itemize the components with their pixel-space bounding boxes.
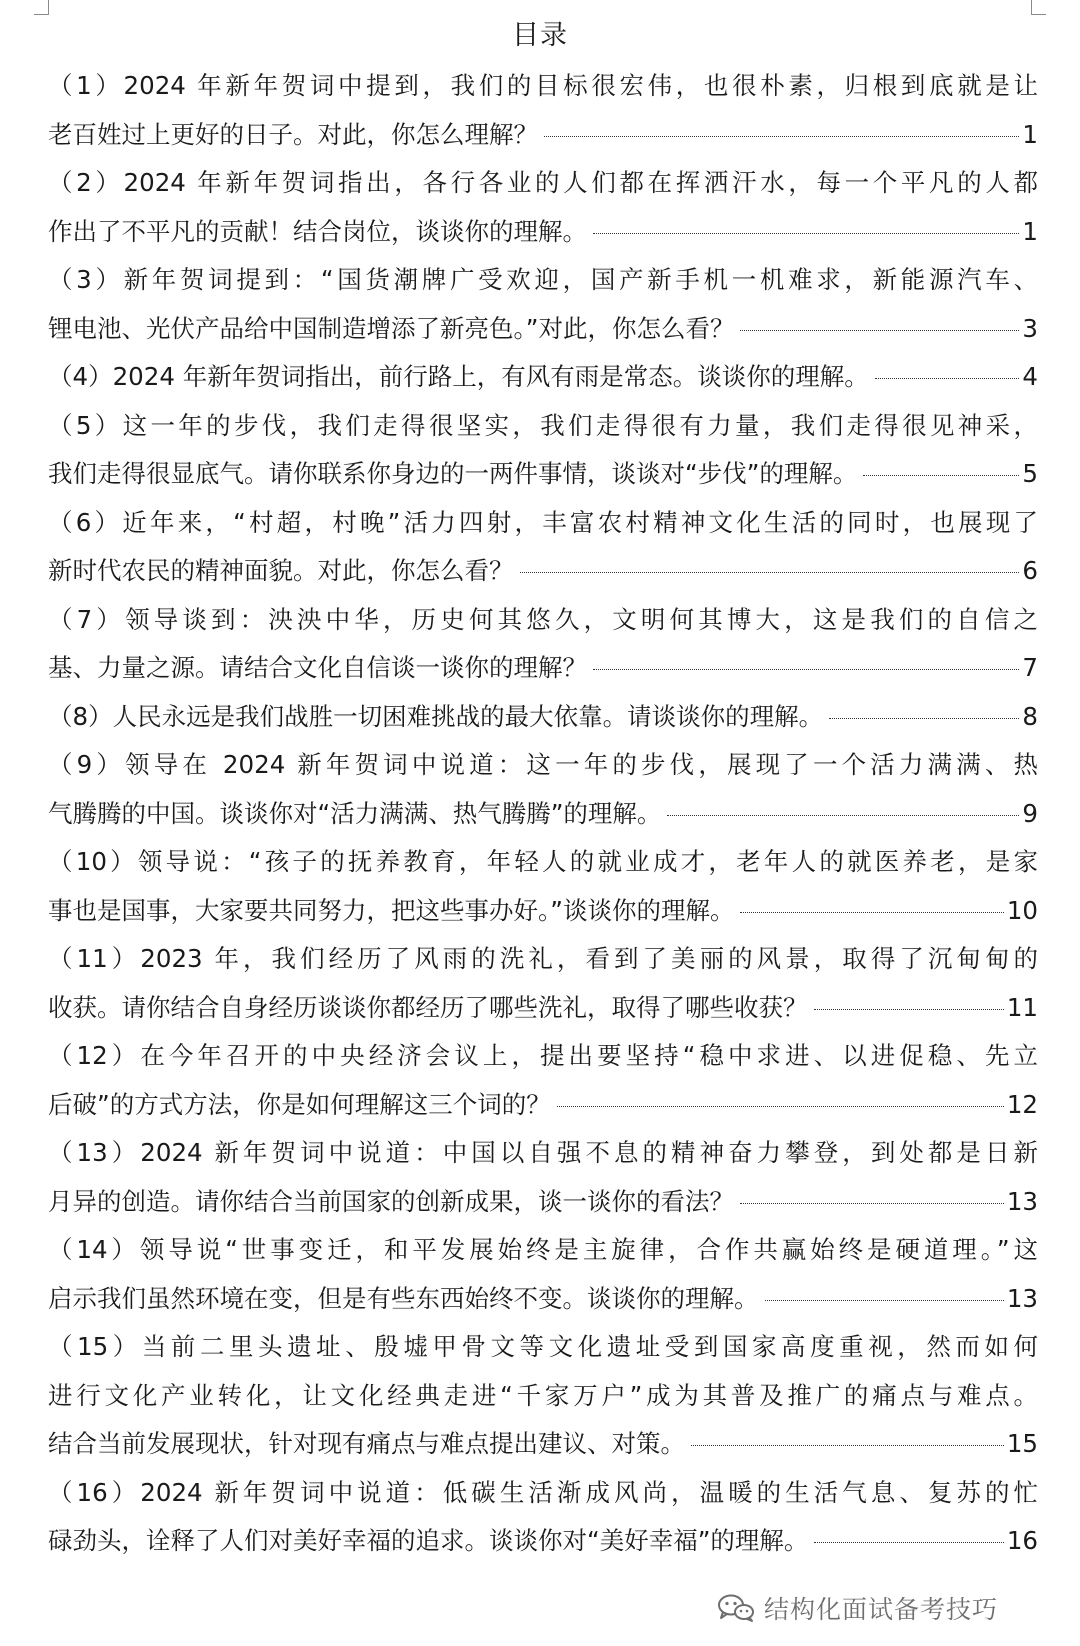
dotted-leader — [691, 1445, 1004, 1446]
toc-title: 目录 — [512, 20, 568, 51]
toc-entry-text: 老百姓过上更好的日子。对此，你怎么理解？ — [48, 119, 538, 149]
toc-entry-last-line — [48, 693, 1038, 742]
dotted-leader — [593, 669, 1019, 670]
toc-entry[interactable] — [48, 1469, 1038, 1566]
toc-entry[interactable] — [48, 353, 1038, 402]
toc-page-number: 5 — [1022, 459, 1038, 488]
toc-page-number: 6 — [1022, 556, 1038, 585]
toc-entry[interactable] — [48, 1129, 1038, 1226]
toc-page-number: 1 — [1022, 216, 1038, 246]
wechat-icon — [716, 1593, 756, 1623]
toc-entry-text: 结合当前发展现状，针对现有痛点与难点提出建议、对策。 — [48, 1429, 685, 1458]
toc-entry[interactable] — [48, 62, 1038, 159]
toc-entry[interactable] — [48, 1032, 1038, 1129]
toc-entry-text: 锂电池、光伏产品给中国制造增添了新亮色。”对此，你怎么看？ — [48, 313, 735, 343]
dotted-leader — [875, 378, 1020, 379]
toc-entry[interactable] — [48, 596, 1038, 693]
dotted-leader — [544, 136, 1019, 137]
toc-entry-text: 作出了不平凡的贡献！结合岗位，谈谈你的理解。 — [48, 216, 587, 246]
toc-page-number: 13 — [1006, 1186, 1038, 1216]
toc-page-number: 4 — [1022, 362, 1038, 391]
watermark — [716, 1590, 998, 1626]
toc-entry-last-line — [48, 1178, 1038, 1227]
dotted-leader — [814, 1009, 1004, 1010]
toc-page-number: 11 — [1006, 992, 1038, 1022]
table-of-contents — [48, 62, 1038, 1566]
toc-entry-text: （8）人民永远是我们战胜一切困难挑战的最大依靠。请谈谈你的理解。 — [48, 701, 824, 731]
toc-page-number: 8 — [1022, 701, 1038, 731]
toc-entry-line: （13）2024 新年贺词中说道：中国以自强不息的精神奋力攀登，到处都是日新 — [48, 1138, 1038, 1167]
toc-entry-last-line — [48, 450, 1038, 499]
toc-entry-line: （7）领导谈到：泱泱中华，历史何其悠久，文明何其博大，这是我们的自信之 — [48, 604, 1038, 634]
toc-entry-text: 新时代农民的精神面貌。对此，你怎么看？ — [48, 556, 514, 585]
toc-entry-text: 启示我们虽然环境在变，但是有些东西始终不变。谈谈你的理解。 — [48, 1283, 759, 1313]
toc-entry-line: （2）2024 年新年贺词指出，各行各业的人们都在挥洒汗水，每一个平凡的人都 — [48, 168, 1038, 197]
toc-entry[interactable] — [48, 935, 1038, 1032]
toc-entry-line: 进行文化产业转化，让文化经典走进“千家万户”成为其普及推广的痛点与难点。 — [48, 1380, 1038, 1410]
dotted-leader — [520, 572, 1020, 573]
dotted-leader — [557, 1106, 1004, 1107]
crop-mark-right — [1031, 0, 1046, 15]
toc-entry-text: （4）2024 年新年贺词指出，前行路上，有风有雨是常态。谈谈你的理解。 — [48, 362, 869, 391]
toc-entry-line: （16）2024 新年贺词中说道：低碳生活渐成风尚，温暖的生活气息、复苏的忙 — [48, 1477, 1038, 1507]
toc-entry[interactable] — [48, 1323, 1038, 1469]
dotted-leader — [814, 1542, 1003, 1543]
crop-mark-left — [34, 0, 49, 15]
toc-entry-text: 碌劲头，诠释了人们对美好幸福的追求。谈谈你对“美好幸福”的理解。 — [48, 1526, 809, 1555]
toc-entry-line: （10）领导说：“孩子的抚养教育，年轻人的就业成才，老年人的就医养老，是家 — [48, 847, 1038, 876]
toc-entry-last-line — [48, 1275, 1038, 1324]
toc-entry-last-line — [48, 547, 1038, 596]
toc-entry-text: 收获。请你结合自身经历谈谈你都经历了哪些洗礼，取得了哪些收获？ — [48, 992, 808, 1022]
toc-page-number: 13 — [1006, 1283, 1038, 1313]
toc-entry-line: （1）2024 年新年贺词中提到，我们的目标很宏伟，也很朴素，归根到底就是让 — [48, 71, 1038, 100]
dotted-leader — [667, 815, 1019, 816]
toc-page-number: 15 — [1006, 1429, 1038, 1458]
watermark-text: 结构化面试备考技巧 — [763, 1595, 998, 1624]
dotted-leader — [829, 718, 1019, 719]
toc-entry-last-line — [48, 1517, 1038, 1566]
dotted-leader — [740, 912, 1003, 913]
toc-entry-last-line — [48, 111, 1038, 160]
toc-entry-line: （14）领导说“世事变迁，和平发展始终是主旋律，合作共赢始终是硬道理。”这 — [48, 1235, 1038, 1264]
toc-page-number: 16 — [1006, 1526, 1038, 1555]
toc-entry[interactable] — [48, 159, 1038, 256]
toc-page-number: 10 — [1006, 895, 1038, 925]
toc-entry-last-line — [48, 208, 1038, 257]
toc-page-number: 7 — [1022, 653, 1038, 682]
toc-entry-line: （12）在今年召开的中央经济会议上，提出要坚持“稳中求进、以进促稳、先立 — [48, 1041, 1038, 1070]
toc-entry-line: （5）这一年的步伐，我们走得很坚实，我们走得很有力量，我们走得很见神采， — [48, 410, 1038, 440]
dotted-leader — [740, 1203, 1004, 1204]
toc-page-number: 9 — [1022, 798, 1038, 828]
toc-entry[interactable] — [48, 499, 1038, 596]
toc-entry[interactable] — [48, 838, 1038, 935]
toc-entry[interactable] — [48, 402, 1038, 499]
toc-entry-text: 基、力量之源。请结合文化自信谈一谈你的理解？ — [48, 653, 587, 682]
toc-entry-last-line — [48, 790, 1038, 839]
toc-entry-text: 事也是国事，大家要共同努力，把这些事办好。”谈谈你的理解。 — [48, 895, 735, 925]
toc-entry-line: （6）近年来，“村超，村晚”活力四射，丰富农村精神文化生活的同时，也展现了 — [48, 507, 1038, 537]
toc-page-number: 1 — [1022, 119, 1038, 149]
toc-entry-last-line — [48, 1420, 1038, 1469]
toc-entry-last-line — [48, 644, 1038, 693]
toc-entry[interactable] — [48, 256, 1038, 353]
toc-entry-last-line — [48, 984, 1038, 1033]
dotted-leader — [863, 475, 1019, 476]
dotted-leader — [765, 1300, 1004, 1301]
toc-entry-text: 月异的创造。请你结合当前国家的创新成果，谈一谈你的看法？ — [48, 1186, 734, 1216]
toc-entry-text: 我们走得很显底气。请你联系你身边的一两件事情，谈谈对“步伐”的理解。 — [48, 459, 858, 488]
toc-entry-text: 后破”的方式方法，你是如何理解这三个词的？ — [48, 1089, 551, 1119]
toc-entry[interactable] — [48, 1226, 1038, 1323]
toc-entry-last-line — [48, 305, 1038, 354]
toc-entry-line: （3）新年贺词提到：“国货潮牌广受欢迎，国产新手机一机难求，新能源汽车、 — [48, 265, 1038, 294]
toc-entry-line: （15）当前二里头遗址、殷墟甲骨文等文化遗址受到国家高度重视，然而如何 — [48, 1332, 1038, 1361]
toc-entry-line: （9）领导在 2024 新年贺词中说道：这一年的步伐，展现了一个活力满满、热 — [48, 750, 1038, 779]
toc-entry-line: （11）2023 年，我们经历了风雨的洗礼，看到了美丽的风景，取得了沉甸甸的 — [48, 944, 1038, 973]
dotted-leader — [740, 330, 1019, 331]
toc-page-number: 12 — [1006, 1089, 1038, 1119]
toc-entry-last-line — [48, 353, 1038, 402]
toc-entry[interactable] — [48, 693, 1038, 742]
toc-entry-text: 气腾腾的中国。谈谈你对“活力满满、热气腾腾”的理解。 — [48, 798, 662, 828]
toc-entry-last-line — [48, 887, 1038, 936]
toc-entry[interactable] — [48, 741, 1038, 838]
dotted-leader — [593, 233, 1019, 234]
toc-page-number: 3 — [1022, 313, 1038, 343]
toc-entry-last-line — [48, 1081, 1038, 1130]
